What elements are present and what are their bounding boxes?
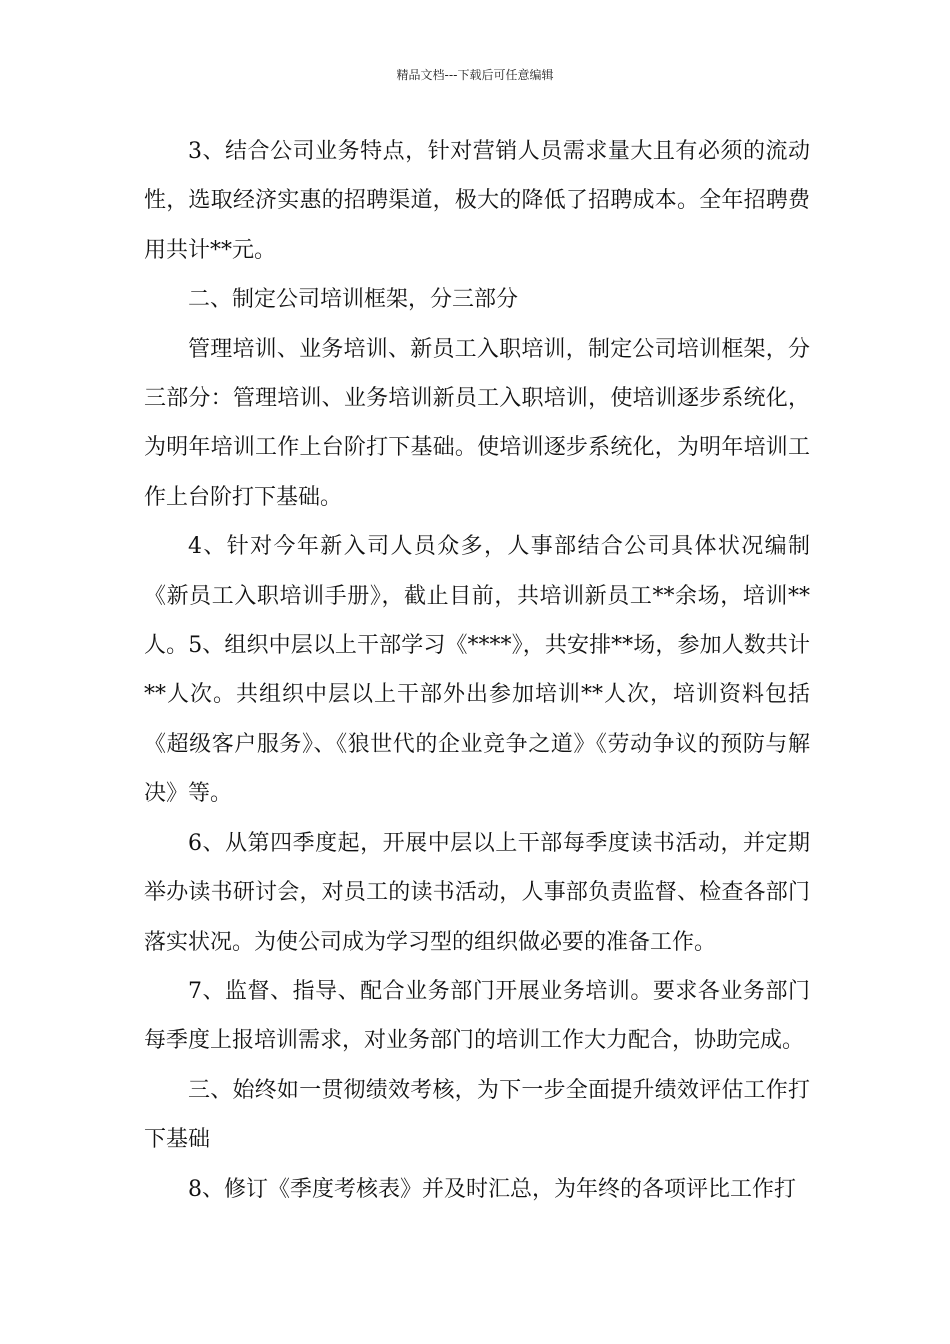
paragraph-quarterly-review: 8、修订《季度考核表》并及时汇总，为年终的各项评比工作打: [188, 1176, 796, 1202]
paragraph-new-employee-training: 4、针对今年新入司人员众多，人事部结合公司具体状况编制《新员工入职培训手册》，截止目前，共培训新员工**余场，培训**人。5、组织中层以上干部学习《****》，共安排**场，参加人数共计**人次。共组织中层以上干部外出参加培训**人次，培训资料包括《超级客户服务》、《狼世代的企业竞争之道》《劳动争议的预防与解决》等。: [144, 534, 810, 807]
section-heading-performance-review: 三、始终如一贯彻绩效考核，为下一步全面提升绩效评估工作打下基础: [144, 1077, 810, 1153]
paragraph-recruitment-cost: 3、结合公司业务特点，针对营销人员需求量大且有必须的流动性，选取经济实惠的招聘渠道，极大的降低了招聘成本。全年招聘费用共计**元。: [144, 139, 810, 263]
section-heading-training-framework: 二、制定公司培训框架，分三部分: [188, 287, 519, 313]
page-header: 精品文档---下载后可任意编辑: [396, 68, 554, 82]
document-body: [144, 127, 810, 1214]
paragraph-training-framework: 管理培训、业务培训、新员工入职培训，制定公司培训框架，分三部分：管理培训、业务培训新员工入职培训，使培训逐步系统化，为明年培训工作上台阶打下基础。使培训逐步系统化，为明年培训工作上台阶打下基础。: [144, 336, 810, 510]
paragraph-reading-activity: 6、从第四季度起，开展中层以上干部每季度读书活动，并定期举办读书研讨会，对员工的读书活动，人事部负责监督、检查各部门落实状况。为使公司成为学习型的组织做必要的准备工作。: [144, 830, 810, 955]
paragraph-business-training: 7、监督、指导、配合业务部门开展业务培训。要求各业务部门每季度上报培训需求，对业务部门的培训工作大力配合，协助完成。: [144, 978, 810, 1054]
